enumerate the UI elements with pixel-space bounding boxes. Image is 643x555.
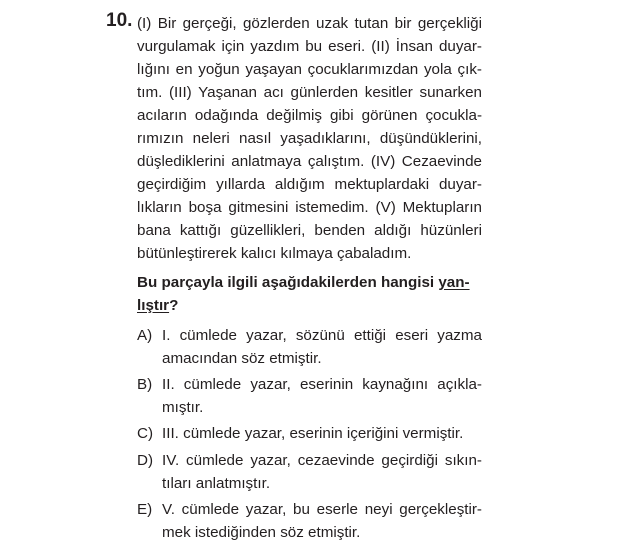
passage-line: rımızın neleri nasıl yaşadıklarını, düşündüklerini, bbox=[137, 130, 482, 147]
passage-line: vurgulamak için yazdım bu eseri. (II) İnsan duyar- bbox=[137, 38, 482, 55]
option-text: mek istediğinden söz etmiştir. bbox=[162, 524, 361, 541]
passage-line: lıkların boşa gitmesini istemedim. (V) Mektupların bbox=[137, 199, 482, 216]
option-text: III. cümlede yazar, eserinin içeriğini vermiştir. bbox=[162, 425, 464, 442]
option-text: II. cümlede yazar, eserinin kaynağını açıkla- bbox=[162, 376, 482, 393]
passage-line: düşlediklerini anlatmaya çalıştım. (IV) Cezaevinde bbox=[137, 153, 482, 170]
prompt-question-mark: ? bbox=[169, 297, 179, 314]
option-text: tıları anlatmıştır. bbox=[162, 475, 271, 492]
prompt-line-1 bbox=[137, 271, 482, 294]
option-text: mıştır. bbox=[162, 399, 204, 416]
passage-line: bana kattığı güzellikleri, benden aldığı hüzünleri bbox=[137, 222, 482, 239]
passage-line: (I) Bir gerçeği, gözlerden uzak tutan bir gerçekliği bbox=[137, 15, 482, 32]
prompt-text: Bu parçayla ilgili aşağıdakilerden hangisi bbox=[137, 274, 439, 291]
option-letter: D) bbox=[137, 452, 154, 469]
passage-line: lığını en yoğun yaşayan çocuklarımızdan yola çık- bbox=[137, 61, 482, 78]
passage-line: acıların odağında değilmiş gibi görünen çocukla- bbox=[137, 107, 482, 124]
prompt-line-2 bbox=[137, 294, 482, 317]
passage-line: bütünleştirerek kalıcı kılmaya çabaladım. bbox=[137, 245, 412, 262]
prompt-underlined-start: yan- bbox=[438, 274, 470, 291]
option-letter: C) bbox=[137, 425, 154, 442]
question-number: 10. bbox=[106, 10, 133, 31]
option-text: V. cümlede yazar, bu eserle neyi gerçekleştir- bbox=[162, 501, 482, 518]
option-text: I. cümlede yazar, sözünü ettiği eseri yazma bbox=[162, 327, 482, 344]
option-letter: B) bbox=[137, 376, 153, 393]
option-letter: E) bbox=[137, 501, 153, 518]
option-text: amacından söz etmiştir. bbox=[162, 350, 322, 367]
passage-line: geçirdiğim yıllarda aldığım mektuplardaki duyar- bbox=[137, 176, 482, 193]
option-letter: A) bbox=[137, 327, 153, 344]
option-text: IV. cümlede yazar, cezaevinde geçirdiği sıkın- bbox=[162, 452, 482, 469]
passage-line: tım. (III) Yaşanan acı günlerden kesitler sunarken bbox=[137, 84, 482, 101]
prompt-underlined-end: lıştır bbox=[137, 297, 170, 314]
